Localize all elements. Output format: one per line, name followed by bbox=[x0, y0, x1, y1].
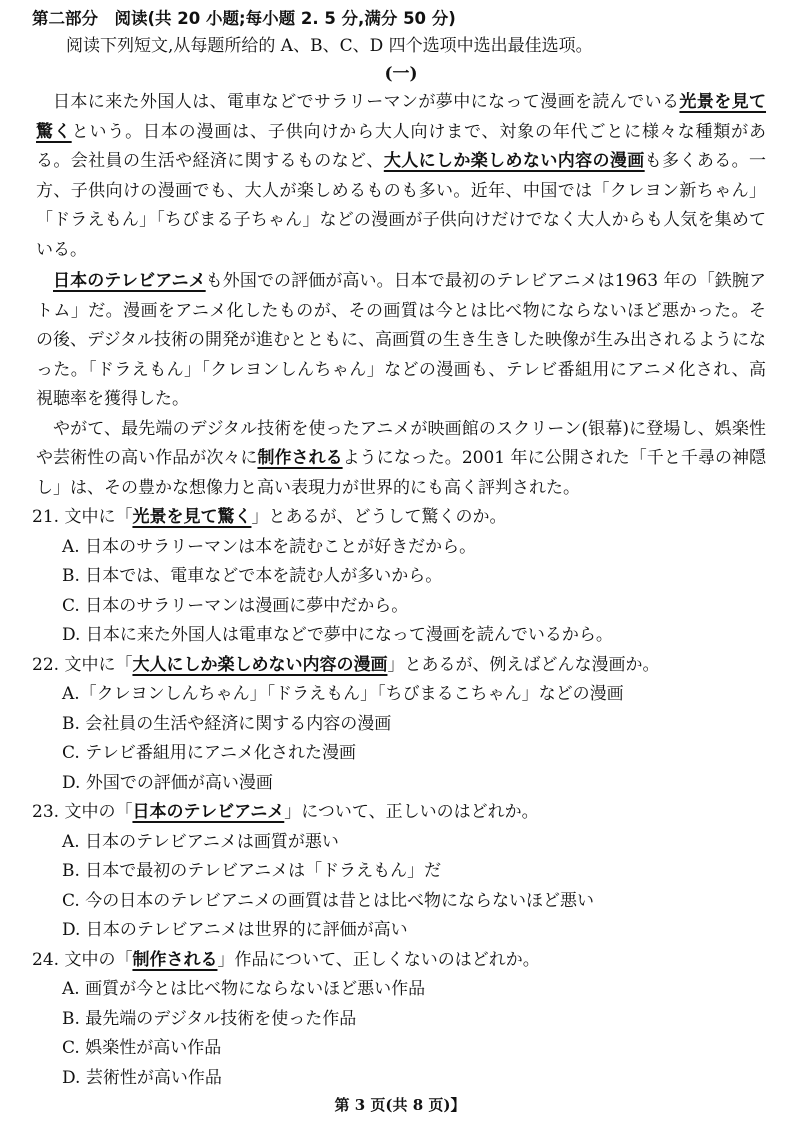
question-stem bbox=[32, 651, 766, 681]
answer-option-d[interactable]: D. 日本のテレビアニメは世界的に評価が高い bbox=[62, 920, 408, 940]
question-stem bbox=[32, 503, 766, 533]
stem-text: 23. 文中の「 bbox=[32, 802, 133, 822]
underlined-phrase: 大人にしか楽しめない内容の漫画 bbox=[132, 654, 388, 675]
answer-option-a[interactable]: A.「クレヨンしんちゃん」「ドラえもん」「ちびまるこちゃん」などの漫画 bbox=[62, 684, 624, 704]
answer-option-d[interactable]: D. 外国での評価が高い漫画 bbox=[62, 772, 273, 793]
stem-text: 24. 文中の「 bbox=[32, 949, 133, 970]
instruction-text: 阅读下列短文,从每题所给的 A、B、C、D 四个选项中选出最佳选项。 bbox=[66, 36, 593, 56]
underlined-phrase: 大人にしか楽しめない内容の漫画 bbox=[383, 151, 645, 171]
question-21 bbox=[32, 503, 766, 651]
stem-text: 22. 文中に「 bbox=[32, 654, 133, 675]
underlined-phrase: 制作される bbox=[132, 949, 218, 970]
page-footer: 第 3 页(共 8 页)】 bbox=[334, 1096, 466, 1114]
answer-option-a[interactable]: A. 画質が今とは比べ物にならないほど悪い作品 bbox=[62, 979, 426, 999]
stem-text: 」とあるが、例えばどんな漫画か。 bbox=[387, 654, 660, 675]
answer-option-c[interactable]: C. 今の日本のテレビアニメの画質は昔とは比べ物にならないほど悪い bbox=[62, 890, 595, 911]
stem-text: 21. 文中に「 bbox=[32, 507, 133, 527]
stem-text: 」とあるが、どうして驚くのか。 bbox=[251, 507, 507, 527]
passage-paragraph-3 bbox=[36, 415, 766, 504]
answer-option-d[interactable]: D. 芸術性が高い作品 bbox=[62, 1067, 222, 1088]
paragraph-text: という。日本の漫画は、子供向けから大人向けまで、対象の年代ごとに様々な種類がある。会社員の生活や経済に関するものなど、 bbox=[36, 121, 766, 171]
paragraph-text: も外国での評価が高い。日本で最初のテレビアニメは1963 年の「鉄腕アトム」だ。漫画をアニメ化したものが、その画質は今とは比べ物にならないほど悪かった。その後、デジタル技術の開発が進むとともに、高画質の生き生きした映像が生み出されるようになった。「ドラえもん」「クレヨンしんちゃん」などの漫画も、テレビ番組用にアニメ化され、高視聴率を獲得した。 bbox=[36, 271, 766, 409]
underlined-phrase: 日本のテレビアニメ bbox=[132, 802, 285, 822]
paragraph-text: 日本に来た外国人は、電車などでサラリーマンが夢中になって漫画を読んでいる bbox=[53, 92, 680, 112]
underlined-phrase: 日本のテレビアニメ bbox=[53, 271, 206, 291]
underlined-phrase: 制作される bbox=[257, 448, 343, 468]
reading-passage bbox=[36, 88, 766, 503]
section-header: 第二部分 阅读(共 20 小题;每小题 2. 5 分,满分 50 分) bbox=[32, 9, 456, 28]
underlined-phrase: 光景を見て驚く bbox=[36, 92, 767, 142]
passage-paragraph-2 bbox=[36, 267, 766, 415]
paragraph-text: も多くある。一方、子供向けの漫画でも、大人が楽しめるものも多い。近年、中国では「クレヨン新ちゃん」「ドラえもん」「ちびまる子ちゃん」などの漫画が子供向けだけでなく大人からも人気を集めている。 bbox=[36, 151, 767, 260]
question-23 bbox=[32, 798, 766, 946]
passage-number: (一) bbox=[384, 64, 418, 84]
question-stem bbox=[32, 946, 766, 976]
question-22 bbox=[32, 651, 766, 799]
answer-option-a[interactable]: A. 日本のテレビアニメは画質が悪い bbox=[62, 831, 339, 852]
stem-text: 」について、正しいのはどれか。 bbox=[284, 802, 539, 822]
answer-option-b[interactable]: B. 日本で最初のテレビアニメは「ドラえもん」だ bbox=[62, 861, 442, 881]
underlined-phrase: 光景を見て驚く bbox=[132, 507, 252, 527]
answer-option-a[interactable]: A. 日本のサラリーマンは本を読むことが好きだから。 bbox=[62, 536, 477, 557]
question-24 bbox=[32, 946, 766, 1094]
answer-option-d[interactable]: D. 日本に来た外国人は電車などで夢中になって漫画を読んでいるから。 bbox=[62, 625, 613, 645]
answer-option-c[interactable]: C. テレビ番組用にアニメ化された漫画 bbox=[62, 743, 357, 763]
question-list bbox=[32, 503, 766, 1093]
answer-option-c[interactable]: C. 娯楽性が高い作品 bbox=[62, 1038, 222, 1058]
stem-text: 」作品について、正しくないのはどれか。 bbox=[217, 949, 540, 970]
answer-option-b[interactable]: B. 会社員の生活や経済に関する内容の漫画 bbox=[62, 713, 392, 734]
paragraph-text: やがて、最先端のデジタル技術を使ったアニメが映画館のスクリーン(银幕)に登場し、娯楽性や芸術性の高い作品が次々に bbox=[36, 418, 766, 468]
passage-paragraph-1 bbox=[36, 88, 766, 265]
answer-option-c[interactable]: C. 日本のサラリーマンは漫画に夢中だから。 bbox=[62, 595, 409, 616]
answer-option-b[interactable]: B. 最先端のデジタル技術を使った作品 bbox=[62, 1008, 357, 1029]
answer-option-b[interactable]: B. 日本では、電車などで本を読む人が多いから。 bbox=[62, 566, 443, 586]
paragraph-text: ようになった。2001 年に公開された「千と千尋の神隠し」は、その豊かな想像力と高い表現力が世界的にも高く評判された。 bbox=[36, 448, 767, 498]
question-stem bbox=[32, 798, 766, 828]
